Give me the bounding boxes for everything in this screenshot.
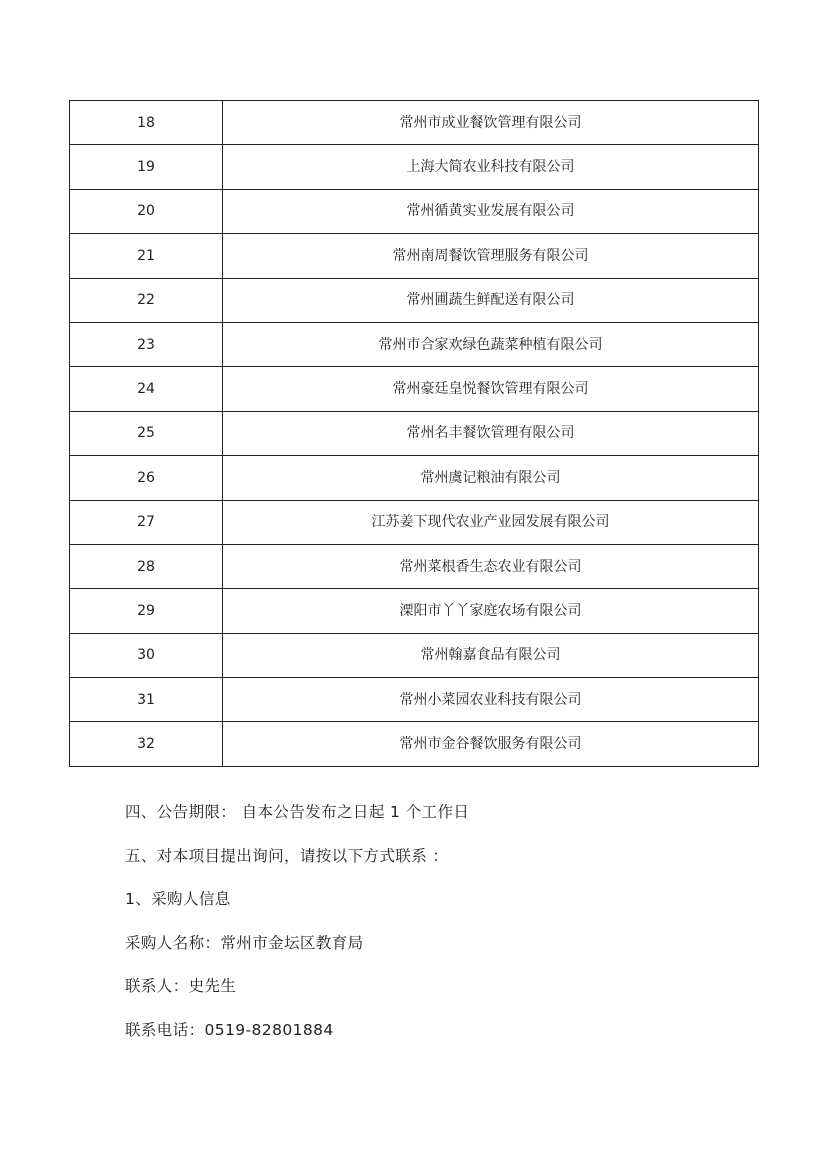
table-row — [70, 411, 759, 455]
company-name: 上海大简农业科技有限公司 — [223, 145, 759, 189]
table-row — [70, 189, 759, 233]
table-row — [70, 544, 759, 588]
table-row — [70, 322, 759, 366]
table-row — [70, 456, 759, 500]
row-number: 20 — [70, 189, 223, 233]
row-number: 22 — [70, 278, 223, 322]
table-row — [70, 145, 759, 189]
company-name: 常州南周餐饮管理服务有限公司 — [223, 234, 759, 278]
table-row — [70, 722, 759, 766]
table-row — [70, 234, 759, 278]
row-number: 32 — [70, 722, 223, 766]
row-number: 28 — [70, 544, 223, 588]
company-name: 溧阳市丫丫家庭农场有限公司 — [223, 589, 759, 633]
row-number: 21 — [70, 234, 223, 278]
inquiry-heading: 五、对本项目提出询问，请按以下方式联系 ： — [125, 846, 449, 865]
company-name: 常州菜根香生态农业有限公司 — [223, 544, 759, 588]
company-name: 常州虞记粮油有限公司 — [223, 456, 759, 500]
company-name: 常州市金谷餐饮服务有限公司 — [223, 722, 759, 766]
supplier-table-body — [70, 101, 759, 767]
notice-section — [125, 800, 745, 1061]
row-number: 31 — [70, 678, 223, 722]
row-number: 29 — [70, 589, 223, 633]
company-name: 常州翰嘉食品有限公司 — [223, 633, 759, 677]
contact-phone: 联系电话：0519-82801884 — [125, 1020, 334, 1039]
company-name: 常州名丰餐饮管理有限公司 — [223, 411, 759, 455]
row-number: 26 — [70, 456, 223, 500]
contact-person: 联系人：史先生 — [125, 977, 237, 995]
row-number: 23 — [70, 322, 223, 366]
table-row — [70, 278, 759, 322]
row-number: 18 — [70, 101, 223, 145]
company-name: 江苏姜下现代农业产业园发展有限公司 — [223, 500, 759, 544]
table-row — [70, 678, 759, 722]
table-row — [70, 633, 759, 677]
row-number: 19 — [70, 145, 223, 189]
table-row — [70, 589, 759, 633]
company-name: 常州豪廷皇悦餐饮管理有限公司 — [223, 367, 759, 411]
row-number: 30 — [70, 633, 223, 677]
supplier-table — [69, 100, 759, 767]
row-number: 24 — [70, 367, 223, 411]
purchaser-info-heading: 1、采购人信息 — [125, 890, 231, 908]
company-name: 常州圃蔬生鲜配送有限公司 — [223, 278, 759, 322]
table-row — [70, 367, 759, 411]
row-number: 25 — [70, 411, 223, 455]
purchaser-name: 采购人名称：常州市金坛区教育局 — [125, 933, 364, 952]
company-name: 常州小菜园农业科技有限公司 — [223, 678, 759, 722]
announcement-period: 四、公告期限： 自本公告发布之日起 1 个工作日 — [125, 803, 470, 821]
company-name: 常州循黄实业发展有限公司 — [223, 189, 759, 233]
table-row — [70, 500, 759, 544]
table-row — [70, 101, 759, 145]
company-name: 常州市合家欢绿色蔬菜种植有限公司 — [223, 322, 759, 366]
row-number: 27 — [70, 500, 223, 544]
company-name: 常州市成业餐饮管理有限公司 — [223, 101, 759, 145]
